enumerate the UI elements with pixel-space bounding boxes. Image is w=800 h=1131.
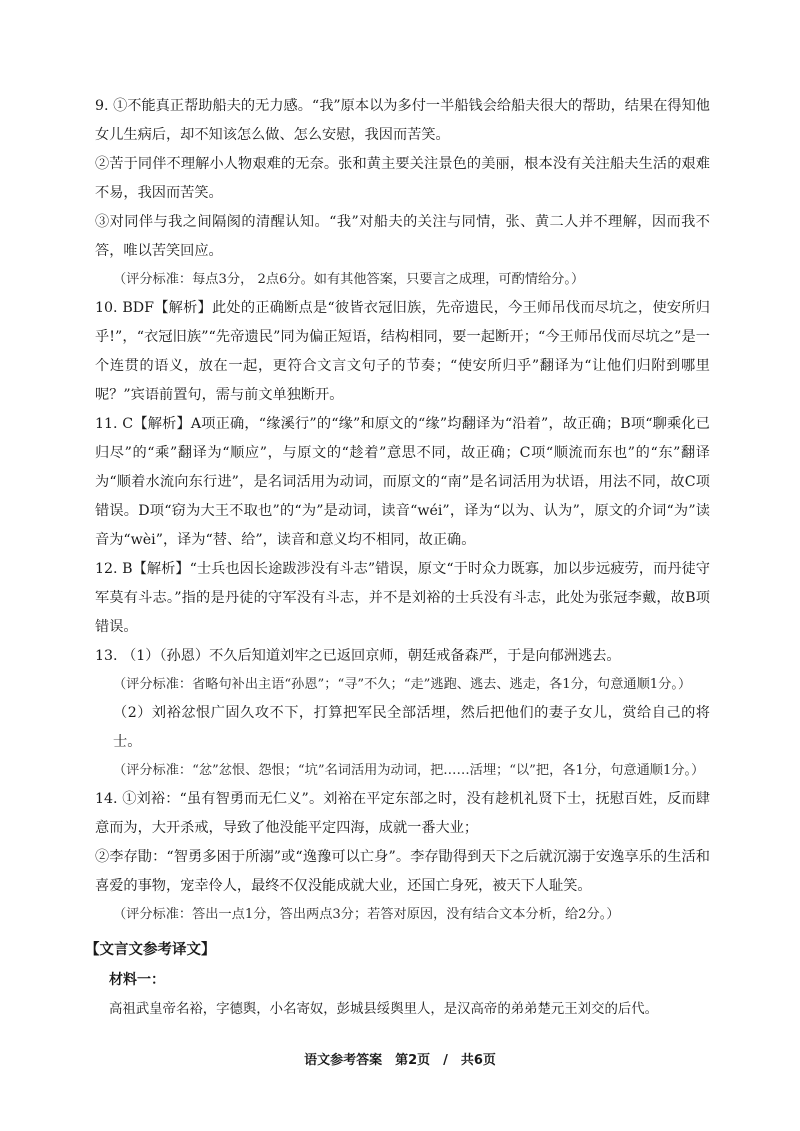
q14-point-2: ②李存勖：“智勇多困于所溺”或“逸豫可以亡身”。李存勖得到天下之后就沉溺于安逸享乐的生活和喜爱的事物，宠幸伶人，最终不仅没能成就大业，还国亡身死，被天下人耻笑。 xyxy=(95,849,710,894)
q11-answer: 11. C【解析】A项正确，“缘溪行”的“缘”和原文的“缘”均翻译为“沿着”，故正确；B项“聊乘化已归尽”的“乘”翻译为“顺应”，与原文的“趁着”意思不同，故正确；C项“顺流而东也”的“东”翻译为“顺着水流向东行进”，是名词活用为动词，而原文的“南”是名词活用为状语，用法不同，故C项错误。D项“窃为大王不取也”的“为”是动词，读音“wéi”，译为“以为、认为”，原文的介词“为”读音为“wèi”，译为“替、给”，读音和意义均不相同，故正确。 xyxy=(95,416,710,548)
material-one-heading: 材料一： xyxy=(109,972,165,988)
q9-point-2: ②苦于同伴不理解小人物艰难的无奈。张和黄主要关注景色的美丽，根本没有关注船夫生活的艰难不易，我因而苦笑。 xyxy=(95,156,710,201)
q14-scoring-note: （评分标准：答出一点1分，答出两点3分；若答对原因，没有结合文本分析，给2分。） xyxy=(113,907,620,922)
q9-point-3: ③对同伴与我之间隔阂的清醒认知。“我”对船夫的关注与同情，张、黄二人并不理解，因而我不答，唯以苦笑回应。 xyxy=(95,214,710,259)
answer-page xyxy=(85,92,710,1025)
q13-part-1: 13. （1）（孙恩）不久后知道刘牢之已返回京师，朝廷戒备森严，于是向郁洲逃去。 xyxy=(95,648,621,664)
translation-section-title: 【文言文参考译文】 xyxy=(85,941,216,958)
material-one-text: 高祖武皇帝名裕，字德舆，小名寄奴，彭城县绥舆里人，是汉高帝的弟弟楚元王刘交的后代。 xyxy=(109,1002,659,1017)
q13-part-2: （2）刘裕忿恨广固久攻不下，打算把军民全部活埋，然后把他们的妻子女儿，赏给自己的将士。 xyxy=(113,705,710,750)
page-footer: 语文参考答案 第2页 / 共6页 xyxy=(304,1053,496,1068)
q10-answer: 10. BDF【解析】此处的正确断点是“彼皆衣冠旧族，先帝遗民，今王师吊伐而尽坑之，使安所归乎!”，“衣冠旧族”“先帝遗民”同为偏正短语，结构相同，要一起断开；“今王师吊伐而尽坑之”是一个连贯的语义，放在一起，更符合文言文句子的节奏；“使安所归乎”翻译为“让他们归附到哪里呢？”宾语前置句，需与前文单独断开。 xyxy=(95,300,710,403)
q14-point-1: 14. ①刘裕：“虽有智勇而无仁义”。刘裕在平定东部之时，没有趁机礼贤下士，抚慰百姓，反而肆意而为，大开杀戒，导致了他没能平定四海，成就一番大业； xyxy=(95,791,710,836)
q9-point-1: 9. ①不能真正帮助船夫的无力感。“我”原本以为多付一半船钱会给船夫很大的帮助，结果在得知他女儿生病后，却不知该怎么做、怎么安慰，我因而苦笑。 xyxy=(95,98,710,143)
q12-answer: 12. B【解析】“士兵也因长途跋涉没有斗志”错误，原文“于时众力既寡，加以步远疲劳，而丹徒守军莫有斗志。”指的是丹徒的守军没有斗志，并不是刘裕的士兵没有斗志，此处为张冠李戴，故B项错误。 xyxy=(95,561,710,635)
q13-scoring-note-2: （评分标准：“忿”忿恨、怨恨；“坑”名词活用为动词，把……活埋；“以”把，各1分，句意通顺1分。） xyxy=(113,763,705,778)
q9-scoring-note: （评分标准：每点3分， 2点6分。如有其他答案，只要言之成理，可酌情给分。） xyxy=(113,272,585,287)
q13-scoring-note-1: （评分标准：省略句补出主语“孙恩”；“寻”不久；“走”逃跑、逃去、逃走，各1分，句意通顺1分。） xyxy=(113,677,692,692)
